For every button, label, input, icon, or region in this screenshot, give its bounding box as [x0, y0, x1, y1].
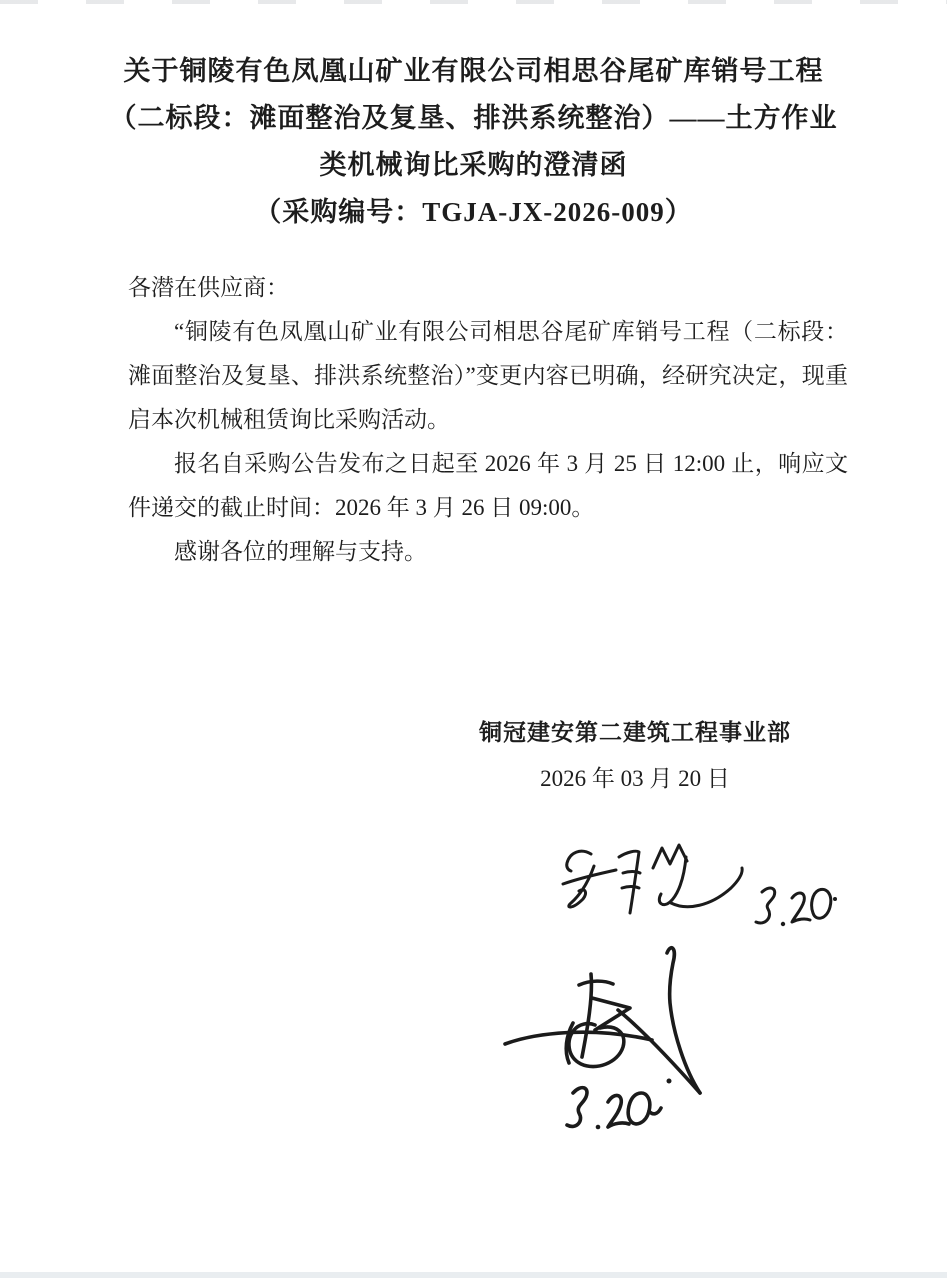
title-line-3: 类机械询比采购的澄清函	[319, 150, 628, 180]
signer-organization: 铜冠建安第二建筑工程事业部	[479, 720, 791, 745]
paragraph-thanks: 感谢各位的理解与支持。	[174, 539, 427, 564]
scan-artifact-top-edge	[0, 0, 947, 4]
handwritten-signature-2	[480, 930, 800, 1150]
paragraph-restart-notice: “铜陵有色凤凰山矿业有限公司相思谷尾矿库销号工程（二标段：滩面整治及复垦、排洪系统整治）”变更内容已明确，经研究决定，现重启本次机械租赁询比采购活动。	[128, 319, 848, 432]
handwritten-signature-2-strokes	[480, 930, 800, 1150]
salutation: 各潜在供应商：	[128, 275, 289, 300]
paragraph-deadlines: 报名自采购公告发布之日起至 2026 年 3 月 25 日 12:00 止，响应文件递交的截止时间：2026 年 3 月 26 日 09:00。	[128, 451, 848, 520]
title-line-1: 关于铜陵有色凤凰山矿业有限公司相思谷尾矿库销号工程	[123, 56, 824, 86]
signoff-date: 2026 年 03 月 20 日	[540, 766, 730, 791]
title-line-2: （二标段：滩面整治及复垦、排洪系统整治）——土方作业	[109, 103, 838, 133]
signoff-block	[470, 710, 800, 802]
letter-body	[128, 266, 848, 574]
procurement-number-line: （采购编号：TGJA-JX-2026-009）	[254, 197, 693, 227]
scan-artifact-bottom-edge	[0, 1272, 947, 1278]
letter-title	[60, 48, 887, 236]
